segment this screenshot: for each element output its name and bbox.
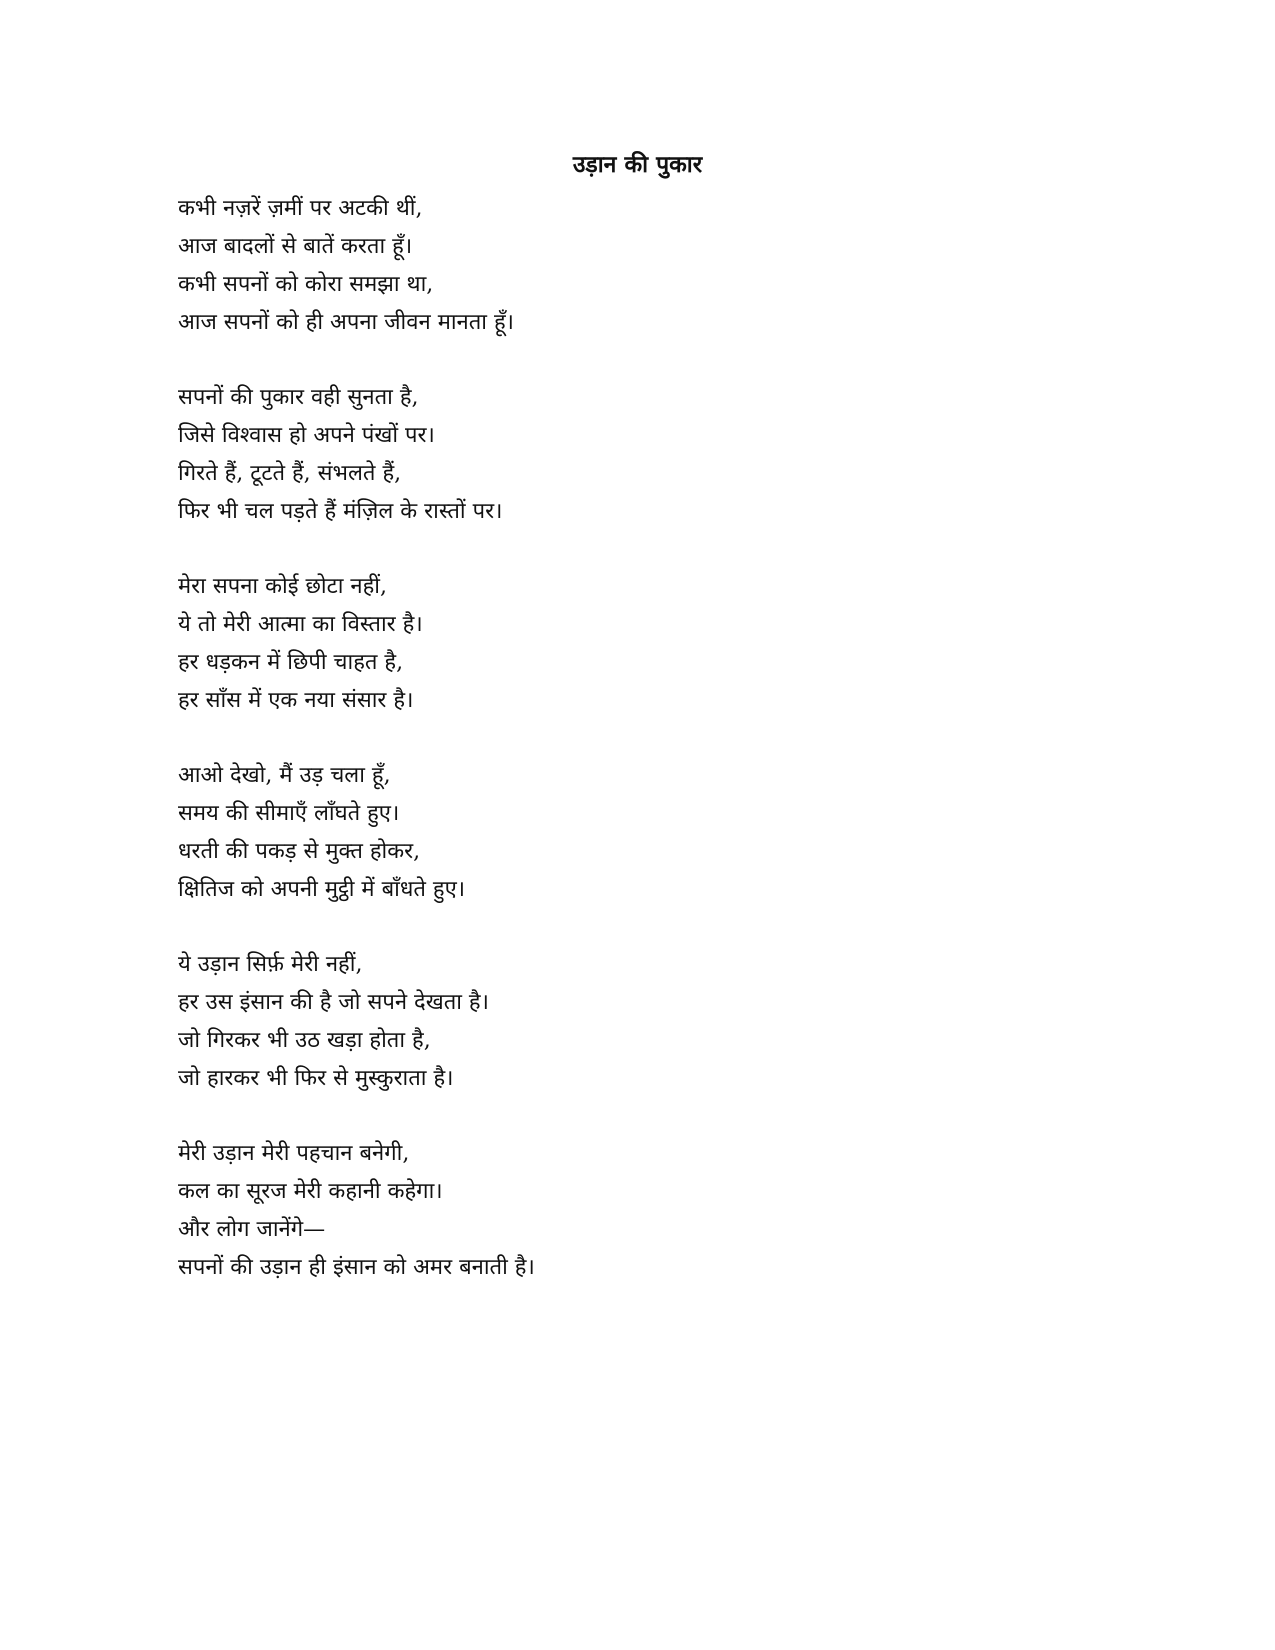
poem-line: सपनों की पुकार वही सुनता है, [178, 385, 419, 410]
poem-line: जिसे विश्वास हो अपने पंखों पर। [178, 423, 435, 448]
poem-line: धरती की पकड़ से मुक्त होकर, [178, 839, 421, 864]
poem-line: हर उस इंसान की है जो सपने देखता है। [178, 990, 489, 1015]
poem-body [178, 190, 1078, 1324]
poem-line: गिरते हैं, टूटते हैं, संभलते हैं, [178, 461, 402, 486]
poem-title: उड़ान की पुकार [572, 151, 703, 178]
poem-line: कभी नज़रें ज़मीं पर अटकी थीं, [178, 196, 423, 221]
stanza-3 [178, 568, 1078, 720]
poem-line: आज बादलों से बातें करता हूँ। [178, 234, 413, 259]
poem-line: जो हारकर भी फिर से मुस्कुराता है। [178, 1066, 454, 1091]
poem-line: क्षितिज को अपनी मुट्ठी में बाँधते हुए। [178, 877, 466, 902]
poem-line: ये तो मेरी आत्मा का विस्तार है। [178, 612, 423, 637]
stanza-1 [178, 190, 1078, 342]
stanza-4 [178, 757, 1078, 909]
poem-line: सपनों की उड़ान ही इंसान को अमर बनाती है। [178, 1255, 535, 1280]
poem-line: हर साँस में एक नया संसार है। [178, 688, 414, 713]
poem-line: जो गिरकर भी उठ खड़ा होता है, [178, 1028, 431, 1053]
poem-line: कभी सपनों को कोरा समझा था, [178, 272, 434, 297]
poem-line: ये उड़ान सिर्फ़ मेरी नहीं, [178, 952, 363, 977]
poem-line: फिर भी चल पड़ते हैं मंज़िल के रास्तों पर। [178, 499, 503, 524]
poem-line: आओ देखो, मैं उड़ चला हूँ, [178, 763, 391, 788]
stanza-5 [178, 946, 1078, 1098]
poem-line: मेरी उड़ान मेरी पहचान बनेगी, [178, 1141, 410, 1166]
poem-line: आज सपनों को ही अपना जीवन मानता हूँ। [178, 310, 515, 335]
stanza-6 [178, 1135, 1078, 1287]
stanza-2 [178, 379, 1078, 531]
poem-line: हर धड़कन में छिपी चाहत है, [178, 650, 404, 675]
poem-line: मेरा सपना कोई छोटा नहीं, [178, 574, 387, 599]
poem-line: कल का सूरज मेरी कहानी कहेगा। [178, 1179, 443, 1204]
poem-line: और लोग जानेंगे— [178, 1217, 326, 1242]
poem-line: समय की सीमाएँ लाँघते हुए। [178, 801, 400, 826]
